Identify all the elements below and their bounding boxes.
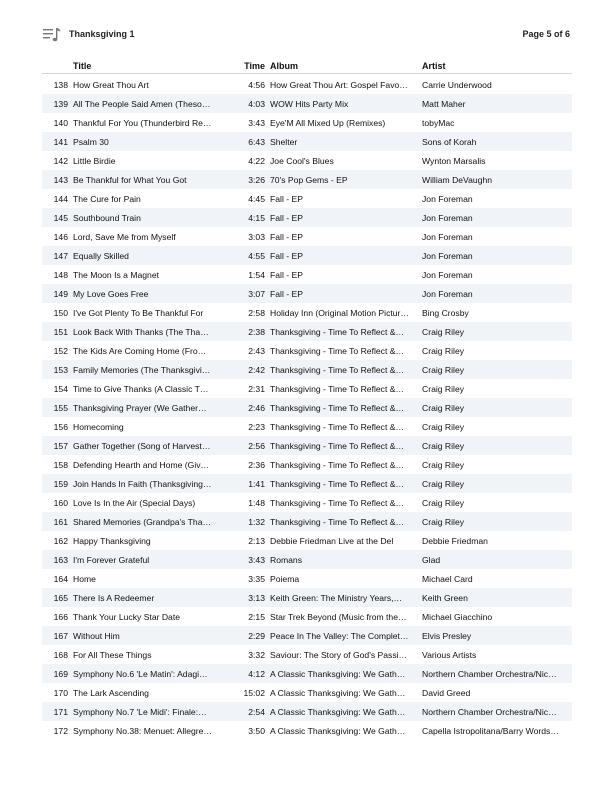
table-row — [42, 645, 572, 664]
track-artist: William DeVaughn — [422, 175, 493, 185]
track-album: A Classic Thanksgiving: We Gath… — [270, 669, 406, 679]
track-title: The Moon Is a Magnet — [73, 270, 159, 280]
track-number: 139 — [53, 99, 68, 109]
track-time: 4:56 — [248, 80, 265, 90]
track-time: 6:43 — [248, 137, 265, 147]
track-time: 2:15 — [248, 612, 265, 622]
track-number: 160 — [53, 498, 68, 508]
table-row — [42, 341, 572, 360]
track-artist: Carrie Underwood — [422, 80, 492, 90]
playlist-title: Thanksgiving 1 — [69, 29, 135, 39]
track-album: Thanksgiving - Time To Reflect &… — [270, 498, 405, 508]
track-title: The Cure for Pain — [73, 194, 141, 204]
track-title: How Great Thou Art — [73, 80, 149, 90]
track-time: 1:54 — [248, 270, 265, 280]
track-album: Fall - EP — [270, 213, 303, 223]
track-number: 138 — [53, 80, 68, 90]
track-number: 154 — [53, 384, 68, 394]
table-row — [42, 474, 572, 493]
track-album: Debbie Friedman Live at the Del — [270, 536, 394, 546]
track-album: Fall - EP — [270, 251, 303, 261]
track-number: 144 — [53, 194, 68, 204]
track-album: Thanksgiving - Time To Reflect &… — [270, 403, 405, 413]
track-album: Romans — [270, 555, 302, 565]
track-album: Joe Cool's Blues — [270, 156, 334, 166]
page-header — [42, 26, 572, 44]
track-title: Be Thankful for What You Got — [73, 175, 187, 185]
track-artist: Craig Riley — [422, 365, 465, 375]
track-album: Thanksgiving - Time To Reflect &… — [270, 460, 405, 470]
track-title: Thank Your Lucky Star Date — [73, 612, 181, 622]
track-number: 143 — [53, 175, 68, 185]
track-number: 149 — [53, 289, 68, 299]
track-number: 152 — [53, 346, 68, 356]
playlist-icon — [42, 26, 62, 44]
track-album: Keith Green: The Ministry Years,… — [270, 593, 403, 603]
track-number: 158 — [53, 460, 68, 470]
track-time: 3:43 — [248, 555, 265, 565]
track-time: 4:12 — [248, 669, 265, 679]
track-album: Thanksgiving - Time To Reflect &… — [270, 517, 405, 527]
table-row — [42, 132, 572, 151]
track-artist: Jon Foreman — [422, 289, 473, 299]
track-artist: Various Artists — [422, 650, 477, 660]
table-row — [42, 531, 572, 550]
track-artist: Capella Istropolitana/Barry Words… — [422, 726, 559, 736]
table-row — [42, 322, 572, 341]
track-time: 4:45 — [248, 194, 265, 204]
track-album: A Classic Thanksgiving: We Gath… — [270, 707, 406, 717]
track-title: I'm Forever Grateful — [73, 555, 150, 565]
track-album: WOW Hits Party Mix — [270, 99, 349, 109]
track-time: 3:43 — [248, 118, 265, 128]
track-artist: Bing Crosby — [422, 308, 469, 318]
track-time: 3:03 — [248, 232, 265, 242]
track-album: Holiday Inn (Original Motion Pictur… — [270, 308, 409, 318]
track-time: 2:13 — [248, 536, 265, 546]
track-album: Thanksgiving - Time To Reflect &… — [270, 327, 405, 337]
track-time: 2:23 — [248, 422, 265, 432]
track-time: 4:03 — [248, 99, 265, 109]
table-row — [42, 151, 572, 170]
track-title: Homecoming — [73, 422, 124, 432]
track-album: Eye'M All Mixed Up (Remixes) — [270, 118, 386, 128]
table-row — [42, 208, 572, 227]
track-time: 3:35 — [248, 574, 265, 584]
track-album: Fall - EP — [270, 289, 303, 299]
track-time: 4:15 — [248, 213, 265, 223]
track-title: Happy Thanksgiving — [73, 536, 151, 546]
track-title: Thanksgiving Prayer (We Gather… — [73, 403, 207, 413]
table-row — [42, 607, 572, 626]
track-title: My Love Goes Free — [73, 289, 149, 299]
table-row — [42, 721, 572, 740]
track-title: Join Hands In Faith (Thanksgiving… — [73, 479, 212, 489]
track-title: All The People Said Amen (Theso… — [73, 99, 211, 109]
track-artist: Craig Riley — [422, 498, 465, 508]
track-artist: Jon Foreman — [422, 270, 473, 280]
track-album: How Great Thou Art: Gospel Favo… — [270, 80, 408, 90]
track-time: 2:29 — [248, 631, 265, 641]
column-header-title: Title — [73, 61, 92, 71]
track-number: 155 — [53, 403, 68, 413]
track-title: Equally Skilled — [73, 251, 129, 261]
track-artist: Jon Foreman — [422, 251, 473, 261]
table-row — [42, 493, 572, 512]
track-title: Look Back With Thanks (The Tha… — [73, 327, 209, 337]
track-album: A Classic Thanksgiving: We Gath… — [270, 726, 406, 736]
track-time: 1:41 — [248, 479, 265, 489]
track-artist: Craig Riley — [422, 422, 465, 432]
track-artist: Elvis Presley — [422, 631, 472, 641]
track-title: Family Memories (The Thanksgivi… — [73, 365, 211, 375]
track-title: Gather Together (Song of Harvest… — [73, 441, 211, 451]
table-row — [42, 664, 572, 683]
track-number: 156 — [53, 422, 68, 432]
track-number: 167 — [53, 631, 68, 641]
track-title: Psalm 30 — [73, 137, 109, 147]
track-title: The Kids Are Coming Home (Fro… — [73, 346, 207, 356]
track-album: Fall - EP — [270, 194, 303, 204]
track-artist: Craig Riley — [422, 479, 465, 489]
track-album: Fall - EP — [270, 270, 303, 280]
table-row — [42, 227, 572, 246]
track-artist: Jon Foreman — [422, 194, 473, 204]
track-title: Little Birdie — [73, 156, 116, 166]
track-time: 2:31 — [248, 384, 265, 394]
track-album: Thanksgiving - Time To Reflect &… — [270, 422, 405, 432]
column-header-album: Album — [270, 61, 298, 71]
table-row — [42, 588, 572, 607]
track-time: 3:50 — [248, 726, 265, 736]
table-row — [42, 189, 572, 208]
track-title: Home — [73, 574, 96, 584]
track-number: 141 — [53, 137, 68, 147]
track-time: 2:43 — [248, 346, 265, 356]
track-title: Lord, Save Me from Myself — [73, 232, 176, 242]
table-row — [42, 246, 572, 265]
track-artist: Jon Foreman — [422, 232, 473, 242]
track-number: 140 — [53, 118, 68, 128]
table-row — [42, 455, 572, 474]
track-time: 2:56 — [248, 441, 265, 451]
track-title: I've Got Plenty To Be Thankful For — [73, 308, 204, 318]
table-row — [42, 702, 572, 721]
table-row — [42, 94, 572, 113]
track-title: Without Him — [73, 631, 120, 641]
track-number: 161 — [53, 517, 68, 527]
table-row — [42, 170, 572, 189]
track-album: Peace In The Valley: The Complet… — [270, 631, 409, 641]
table-row — [42, 113, 572, 132]
track-album: Fall - EP — [270, 232, 303, 242]
track-artist: Northern Chamber Orchestra/Nic… — [422, 669, 557, 679]
table-row — [42, 398, 572, 417]
track-title: Love Is In the Air (Special Days) — [73, 498, 196, 508]
track-number: 162 — [53, 536, 68, 546]
track-artist: Glad — [422, 555, 441, 565]
track-number: 170 — [53, 688, 68, 698]
track-time: 3:32 — [248, 650, 265, 660]
track-number: 151 — [53, 327, 68, 337]
track-number: 163 — [53, 555, 68, 565]
track-number: 172 — [53, 726, 68, 736]
track-title: For All These Things — [73, 650, 152, 660]
track-title: Symphony No.6 'Le Matin': Adagi… — [73, 669, 208, 679]
table-row — [42, 417, 572, 436]
track-album: 70's Pop Gems - EP — [270, 175, 348, 185]
track-artist: Northern Chamber Orchestra/Nic… — [422, 707, 557, 717]
table-row — [42, 626, 572, 645]
track-album: Poiema — [270, 574, 300, 584]
track-title: Defending Hearth and Home (Giv… — [73, 460, 210, 470]
track-title: Time to Give Thanks (A Classic T… — [73, 384, 209, 394]
track-number: 166 — [53, 612, 68, 622]
track-album: Star Trek Beyond (Music from the… — [270, 612, 407, 622]
track-time: 2:46 — [248, 403, 265, 413]
track-time: 1:32 — [248, 517, 265, 527]
track-number: 164 — [53, 574, 68, 584]
track-time: 3:13 — [248, 593, 265, 603]
track-artist: Wynton Marsalis — [422, 156, 486, 166]
track-artist: Craig Riley — [422, 327, 465, 337]
track-album: Thanksgiving - Time To Reflect &… — [270, 346, 405, 356]
track-artist: Craig Riley — [422, 517, 465, 527]
track-title: Southbound Train — [73, 213, 141, 223]
track-album: Thanksgiving - Time To Reflect &… — [270, 365, 405, 375]
track-album: A Classic Thanksgiving: We Gath… — [270, 688, 406, 698]
track-artist: Keith Green — [422, 593, 468, 603]
track-number: 159 — [53, 479, 68, 489]
page-number: Page 5 of 6 — [522, 29, 570, 39]
track-time: 2:36 — [248, 460, 265, 470]
track-time: 4:22 — [248, 156, 265, 166]
track-artist: Craig Riley — [422, 346, 465, 356]
track-time: 2:54 — [248, 707, 265, 717]
header-divider — [42, 73, 572, 74]
track-time: 2:58 — [248, 308, 265, 318]
track-artist: Debbie Friedman — [422, 536, 488, 546]
track-number: 153 — [53, 365, 68, 375]
track-number: 168 — [53, 650, 68, 660]
track-album: Thanksgiving - Time To Reflect &… — [270, 384, 405, 394]
track-number: 171 — [53, 707, 68, 717]
table-row — [42, 569, 572, 588]
track-album: Saviour: The Story of God's Passi… — [270, 650, 408, 660]
track-time: 15:02 — [243, 688, 265, 698]
table-row — [42, 75, 572, 94]
track-album: Thanksgiving - Time To Reflect &… — [270, 441, 405, 451]
track-number: 150 — [53, 308, 68, 318]
track-time: 1:48 — [248, 498, 265, 508]
table-row — [42, 379, 572, 398]
table-row — [42, 303, 572, 322]
track-number: 142 — [53, 156, 68, 166]
track-artist: Craig Riley — [422, 441, 465, 451]
track-artist: Sons of Korah — [422, 137, 477, 147]
track-artist: Craig Riley — [422, 384, 465, 394]
track-artist: David Greed — [422, 688, 471, 698]
track-title: Thankful For You (Thunderbird Re… — [73, 118, 212, 128]
track-time: 3:07 — [248, 289, 265, 299]
track-artist: Matt Maher — [422, 99, 466, 109]
track-number: 157 — [53, 441, 68, 451]
track-artist: Craig Riley — [422, 460, 465, 470]
track-album: Shelter — [270, 137, 298, 147]
table-row — [42, 360, 572, 379]
track-title: There Is A Redeemer — [73, 593, 155, 603]
table-row — [42, 550, 572, 569]
column-header-artist: Artist — [422, 61, 446, 71]
track-number: 148 — [53, 270, 68, 280]
track-number: 165 — [53, 593, 68, 603]
column-header-time: Time — [244, 61, 265, 71]
track-time: 2:42 — [248, 365, 265, 375]
track-title: Symphony No.7 'Le Midi': Finale:… — [73, 707, 207, 717]
table-row — [42, 265, 572, 284]
track-table — [42, 75, 572, 740]
track-artist: Craig Riley — [422, 403, 465, 413]
table-row — [42, 436, 572, 455]
table-row — [42, 284, 572, 303]
track-time: 4:55 — [248, 251, 265, 261]
track-number: 146 — [53, 232, 68, 242]
track-title: Shared Memories (Grandpa's Tha… — [73, 517, 212, 527]
track-artist: Jon Foreman — [422, 213, 473, 223]
track-album: Thanksgiving - Time To Reflect &… — [270, 479, 405, 489]
track-title: The Lark Ascending — [73, 688, 149, 698]
track-artist: Michael Giacchino — [422, 612, 493, 622]
track-time: 3:26 — [248, 175, 265, 185]
track-number: 145 — [53, 213, 68, 223]
track-number: 147 — [53, 251, 68, 261]
track-title: Symphony No.38: Menuet: Allegre… — [73, 726, 213, 736]
track-artist: tobyMac — [422, 118, 455, 128]
table-row — [42, 683, 572, 702]
table-row — [42, 512, 572, 531]
track-artist: Michael Card — [422, 574, 473, 584]
track-time: 2:38 — [248, 327, 265, 337]
track-number: 169 — [53, 669, 68, 679]
